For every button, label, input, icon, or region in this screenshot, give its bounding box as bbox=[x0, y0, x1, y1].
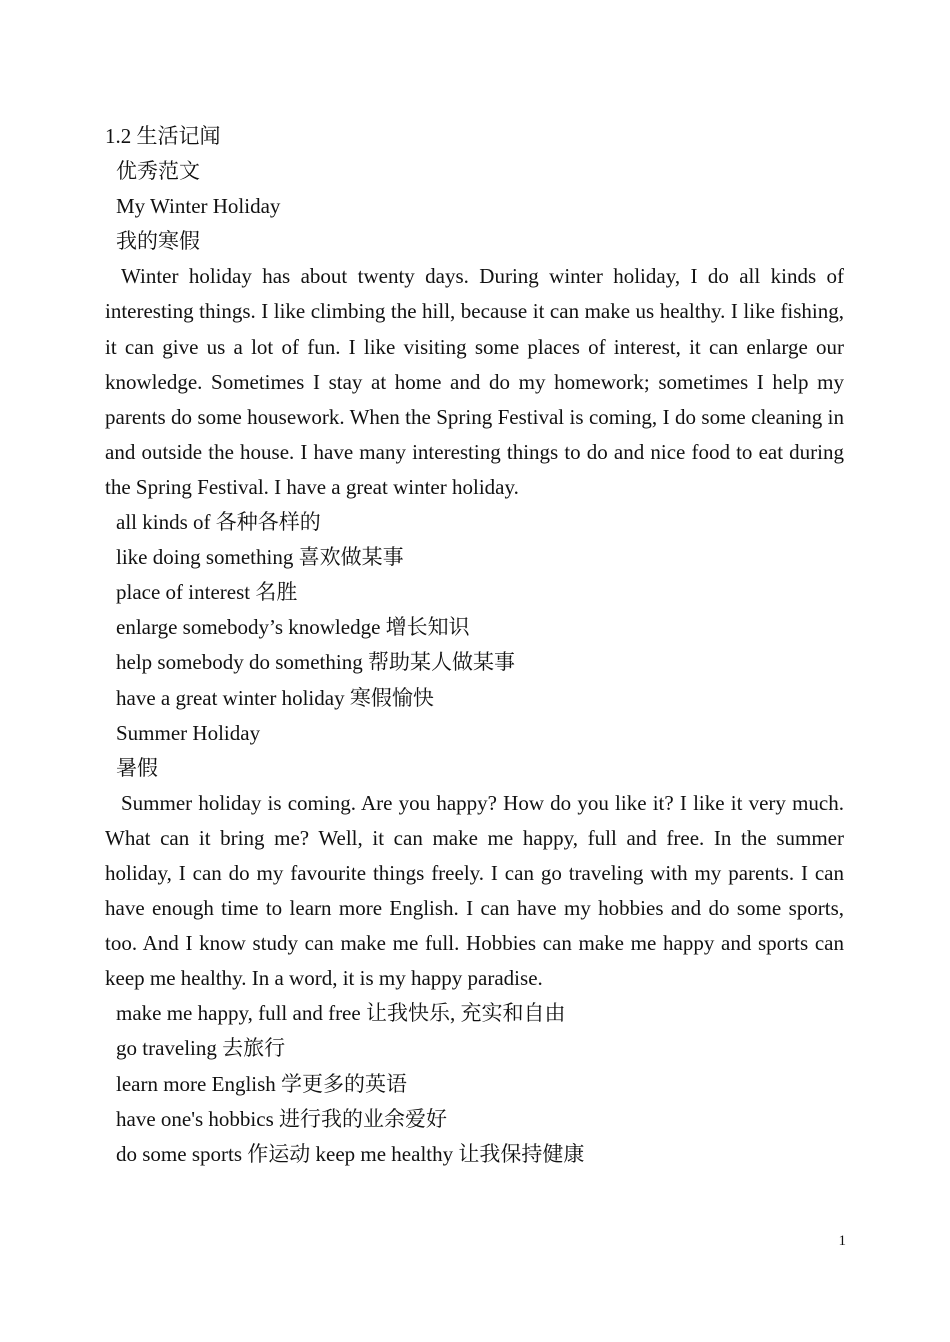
document-content bbox=[105, 119, 844, 1172]
essay2-phrase: have one's hobbics 进行我的业余爱好 bbox=[116, 1106, 447, 1131]
essay2-title-en: Summer Holiday bbox=[116, 720, 261, 745]
page-number: 1 bbox=[838, 1233, 846, 1249]
essay1-body: Winter holiday has about twenty days. During winter holiday, I do all kinds of interesting things. I like climbing the hill, because it can make us healthy. I like fishing, it can give us a lot of fun. I like visiting some places of interest, it can enlarge our knowledge. Sometimes I stay at home and do my homework; sometimes I help my parents do some housework. When the Spring Festival is coming, I do some cleaning in and outside the house. I have many interesting things to do and nice food to eat during the Spring Festival. I have a great winter holiday. bbox=[105, 264, 844, 499]
essay2-phrase: learn more English 学更多的英语 bbox=[116, 1071, 408, 1096]
essay1-phrase: help somebody do something 帮助某人做某事 bbox=[116, 650, 515, 675]
essay2-body: Summer holiday is coming. Are you happy? How do you like it? I like it very much. What can it bring me? Well, it can make me happy, full and free. In the summer holiday, I can do my favourite things freely. I can go traveling with my parents. I can have enough time to learn more English. I can have my hobbies and do some sports, too. And I know study can make me full. Hobbies can make me happy and sports can keep me healthy. In a word, it is my happy paradise. bbox=[105, 790, 844, 991]
essay2-title-zh: 暑假 bbox=[116, 755, 158, 780]
essay2-phrase: do some sports 作运动 keep me healthy 让我保持健康 bbox=[116, 1141, 585, 1166]
essay2-phrase: go traveling 去旅行 bbox=[116, 1036, 286, 1061]
essay1-phrase: like doing something 喜欢做某事 bbox=[116, 545, 404, 570]
essay1-phrase: place of interest 名胜 bbox=[116, 580, 298, 605]
section-title: 1.2 生活记闻 bbox=[105, 124, 221, 148]
sample-label: 优秀范文 bbox=[116, 159, 200, 184]
essay1-phrase: enlarge somebody’s knowledge 增长知识 bbox=[116, 615, 470, 640]
essay1-title-en: My Winter Holiday bbox=[116, 194, 281, 219]
essay1-phrase: have a great winter holiday 寒假愉快 bbox=[116, 685, 434, 710]
essay1-phrase: all kinds of 各种各样的 bbox=[116, 510, 321, 535]
essay1-title-zh: 我的寒假 bbox=[116, 229, 200, 254]
essay2-phrase: make me happy, full and free 让我快乐, 充实和自由 bbox=[116, 1001, 566, 1026]
